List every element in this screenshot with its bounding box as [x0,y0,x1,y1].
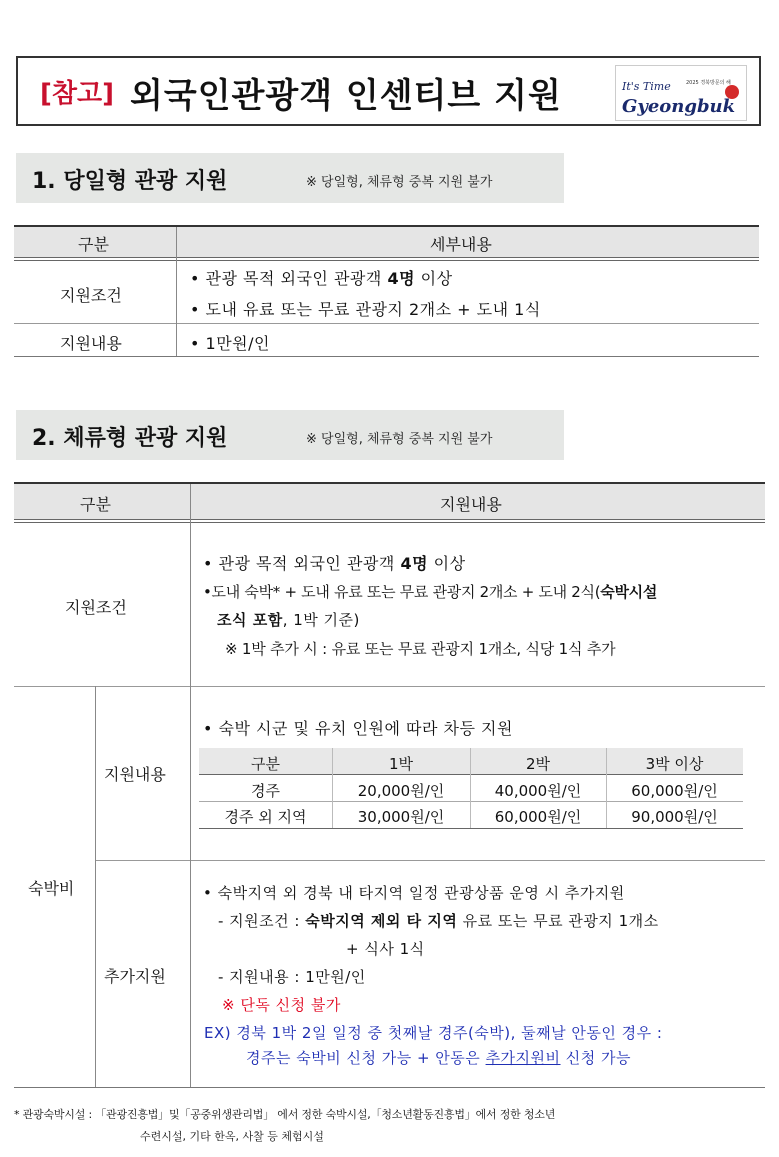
s1-row2-label: 지원내용 [60,334,122,353]
title-tag: [참고] [40,79,114,109]
s2-extra-b2: - 지원조건 : 숙박지역 제외 타 지역 유료 또는 무료 관광지 1개소 [218,912,659,930]
price-h2: 2박 [525,755,551,773]
s2-col-divider-top [190,484,191,686]
s2-lodging-divider [95,686,96,1087]
price-row-line [199,801,743,802]
section1-header [16,153,564,203]
s2-header-line2 [14,522,765,523]
logo-small: 2025 경북방문의 해 [686,80,731,86]
price-r0c0: 경주 [251,782,280,800]
s2-header-row [14,484,765,519]
s2-cond-b2: •도내 숙박* + 도내 유료 또는 무료 관광지 2개소 + 도내 2식(숙박시설 [203,583,658,601]
s1-header-line [14,257,759,258]
s1-row1-b2: • 도내 유료 또는 무료 관광지 2개소 + 도내 1식 [190,300,541,319]
s2-lodging-label: 숙박비 [28,879,75,898]
s1-row2-b1: • 1만원/인 [190,334,270,353]
price-r0c3: 60,000원/인 [631,782,718,800]
s2-cond-label: 지원조건 [65,598,127,617]
logo-line1: It's Time [622,80,671,93]
s1-col-right: 세부내용 [430,235,492,254]
s2-extra-b5: ※ 단독 신청 불가 [222,996,341,1014]
s1-row1-b1: • 관광 목적 외국인 관광객 4명 이상 [190,269,453,288]
s2-col-divider-bottom [190,686,191,1087]
s2-cond-b1: • 관광 목적 외국인 관광객 4명 이상 [203,554,466,573]
price-bottom-line [199,828,743,829]
s2-extra-b4: - 지원내용 : 1만원/인 [218,968,366,986]
s2-extra-b6: EX) 경북 1박 2일 일정 중 첫째날 경주(숙박), 둘째날 안동인 경우 : [204,1024,663,1042]
section2-header [16,410,564,460]
s2-cond-b4: ※ 1박 추가 시 : 유료 또는 무료 관광지 1개소, 식당 1식 추가 [225,640,616,658]
s1-header-line2 [14,260,759,261]
gyeongbuk-logo [615,65,747,121]
price-r1c0: 경주 외 지역 [224,808,307,826]
section1-heading: 1. 당일형 관광 지원 [32,169,228,194]
price-r1c2: 60,000원/인 [494,808,582,826]
s2-cond-b3: 조식 포함, 1박 기준) [217,611,360,629]
s1-col-left: 구분 [78,235,109,254]
s2-support-b1: • 숙박 시군 및 유치 인원에 따라 차등 지원 [203,719,513,738]
s1-bottom-line [14,356,759,357]
s1-row1-label: 지원조건 [60,286,122,305]
s2-extra-label: 추가지원 [104,967,166,986]
s2-bottom-line [14,1087,765,1088]
price-h0: 구분 [251,755,280,773]
price-r1c3: 90,000원/인 [631,808,718,826]
price-r1c1: 30,000원/인 [357,808,445,826]
s2-support-label: 지원내용 [104,765,166,784]
s2-cond-line [14,686,765,687]
price-header-line [199,774,743,775]
price-r0c2: 40,000원/인 [494,782,582,800]
footnote-line1: * 관광숙박시설 : 「관광진흥법」및「공중위생관리법」 에서 정한 숙박시설,「청소년활동진흥법」에서 정한 청소년 [14,1108,556,1121]
section2-heading: 2. 체류형 관광 지원 [32,426,228,451]
price-h3: 3박 이상 [645,755,704,773]
section2-note: ※ 당일형, 체류형 중복 지원 불가 [306,432,493,447]
s2-extra-b7: 경주는 숙박비 신청 가능 + 안동은 추가지원비 신청 가능 [246,1049,632,1067]
title-box [16,56,761,126]
s1-header-row [14,227,759,257]
page-title: 외국인관광객 인센티브 지원 [130,76,562,116]
s1-col-divider [176,227,177,356]
footnote-line2: 수련시설, 기타 한옥, 사찰 등 체험시설 [140,1130,324,1143]
s2-col-left: 구분 [80,495,111,514]
section1-note: ※ 당일형, 체류형 중복 지원 불가 [306,175,493,190]
logo-line2: Gyeongbuk [622,96,736,117]
s2-extra-b1: • 숙박지역 외 경북 내 타지역 일정 관광상품 운영 시 추가지원 [203,884,625,902]
s2-col-right: 지원내용 [440,495,502,514]
s2-extra-b3: + 식사 1식 [346,940,425,958]
s1-row-line [14,323,759,324]
s2-support-line [95,860,765,861]
price-r0c1: 20,000원/인 [357,782,445,800]
price-h1: 1박 [388,755,414,773]
s2-header-line [14,519,765,520]
